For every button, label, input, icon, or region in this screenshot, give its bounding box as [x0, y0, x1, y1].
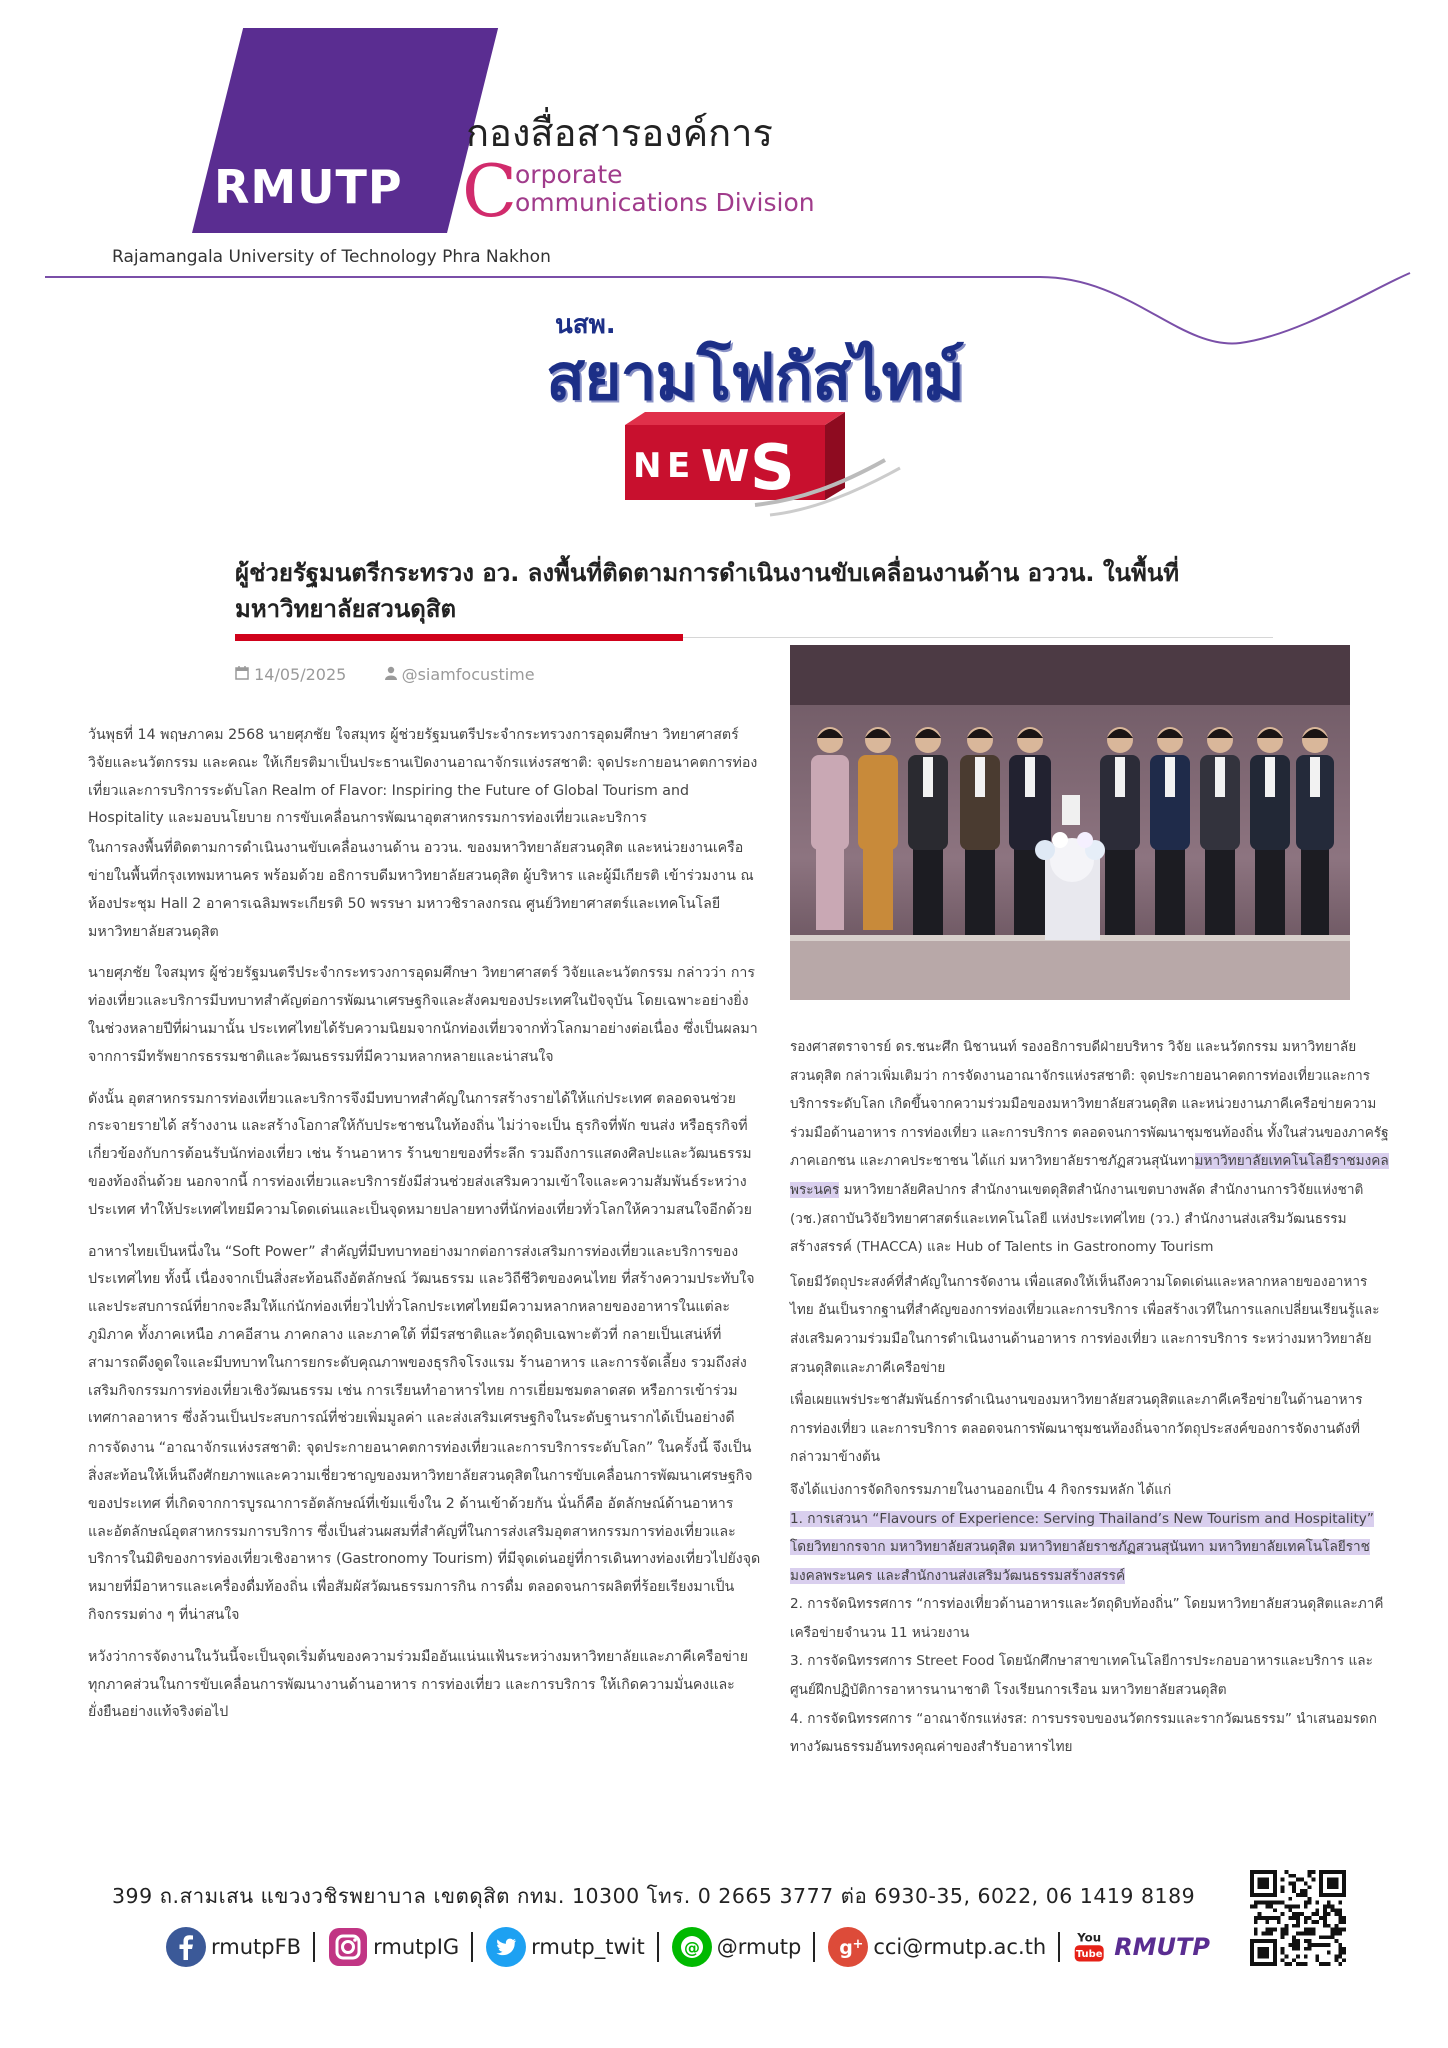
body-paragraph [790, 1033, 1390, 1262]
body-paragraph: หวังว่าการจัดงานในวันนี้จะเป็นจุดเริ่มต้นของความร่วมมืออันแน่นแฟ้นระหว่างมหาวิทยาลัยและภาคีเครือข่ายทุกภาคส่วนในการขับเคลื่อนการพัฒนางานด้านอาหาร การท่องเที่ยว และการบริการ ให้เกิดความมั่นคงและยั่งยืนอย่างแท้จริงต่อไป [88, 1648, 749, 1721]
social-label: rmutp_twit [531, 1935, 645, 1959]
person [1009, 727, 1051, 935]
svg-text:@: @ [683, 1938, 700, 1957]
social-google-plus[interactable] [827, 1926, 1046, 1968]
footer-address: 399 ถ.สามเสน แขวงวชิรพยาบาล เขตดุสิต กทม. 10300 โทร. 0 2665 3777 ต่อ 6930-35, 6022, 06 1419 8189 [112, 1884, 1196, 1908]
activity-item: 3. การจัดนิทรรศการ Street Food โดยนักศึกษาสาขาเทคโนโลยีการประกอบอาหารและบริการ และศูนย์ฝึกปฏิบัติการอาหารนานาชาติ โรงเรียนการเรือน มหาวิทยาลัยสวนดุสิต [790, 1653, 1373, 1699]
article-date: 14/05/2025 [254, 665, 347, 684]
article-meta [235, 664, 535, 684]
activities-intro: จึงได้แบ่งการจัดกิจกรรมภายในงานออกเป็น 4 กิจกรรมหลัก ได้แก่ [790, 1481, 1172, 1498]
social-facebook[interactable] [165, 1926, 301, 1968]
news-letters [625, 425, 825, 500]
rmutp-logo-text: RMUTP [214, 160, 403, 214]
headline-rule [683, 637, 1273, 638]
news-letter: W [701, 441, 750, 492]
paragraph-text: รองศาสตราจารย์ ดร.ชนะศึก นิชานนท์ รองอธิการบดีฝ่ายบริหาร วิจัย และนวัตกรรม มหาวิทยาลัยสวนดุสิต กล่าวเพิ่มเติมว่า การจัดงานอาณาจักรแห่งรสชาติ: จุดประกายอนาคตการท่องเที่ยวและการบริการระดับโลก เกิดขึ้นจากความร่วมมือของมหาวิทยาลัยสวนดุสิต และหน่วยงานภาคีเครือข่ายความร่วมมือด้านอาหาร การท่องเที่ยว และการบริการ ตลอดจนการพัฒนาชุมชนท้องถิ่น ทั้งในส่วนของภาครัฐ ภาคเอกชน และภาคประชาชน ได้แก่ มหาวิทยาลัยราชภัฏสวนสุนันทา [790, 1039, 1389, 1170]
separator [471, 1932, 473, 1962]
svg-text:Tube: Tube [1076, 1948, 1103, 1960]
university-name: Rajamangala University of Technology Phra Nakhon [112, 247, 551, 267]
svg-text:g: g [839, 1937, 854, 1959]
separator [657, 1932, 659, 1962]
cc-line-corporate: orporate [515, 160, 623, 189]
paragraph-text: มหาวิทยาลัยศิลปากร สำนักงานเขตดุสิตสำนักงานเขตบางพลัด สำนักงานการวิจัยแห่งชาติ (วช.)สถาบันวิจัยวิทยาศาสตร์และเทคโนโลยี แห่งประเทศไทย (วว.) สำนักงานส่งเสริมวัฒนธรรมสร้างสรรค์ (THACCA) และ Hub of Talents in Gastronomy Tourism [790, 1181, 1364, 1256]
instagram-icon [327, 1926, 369, 1968]
calendar-icon [235, 665, 249, 684]
body-paragraph: วันพุธที่ 14 พฤษภาคม 2568 นายศุภชัย ใจสมุทร ผู้ช่วยรัฐมนตรีประจำกระทรวงการอุดมศึกษา วิทยาศาสตร์ วิจัยและนวัตกรรม และคณะ ให้เกียรติมาเป็นประธานเปิดงานอาณาจักรแห่งรสชาติ: จุดประกายอนาคตการท่องเที่ยวและการบริการระดับโลก Realm of Flavor: Inspiring the Future of Global Tourism and Hospitality และมอบนโยบาย การขับเคลื่อนการพัฒนาอุตสาหกรรมการท่องเที่ยวและบริการ [88, 727, 758, 827]
person [1100, 727, 1140, 935]
separator [1058, 1932, 1060, 1962]
social-line[interactable] [671, 1926, 802, 1968]
person [960, 727, 1000, 935]
article-body-left [88, 722, 763, 1741]
article-body-right [790, 1033, 1390, 1762]
youtube-icon [1072, 1926, 1110, 1968]
social-twitter[interactable] [485, 1926, 645, 1968]
person [1150, 727, 1190, 935]
social-label: rmutpFB [211, 1935, 302, 1959]
svg-text:+: + [852, 1937, 864, 1952]
person [1200, 727, 1240, 935]
body-paragraph: ในการลงพื้นที่ติดตามการดำเนินงานขับเคลื่อนงานด้าน อววน. ของมหาวิทยาลัยสวนดุสิต และหน่วยงานเครือข่ายในพื้นที่กรุงเทพมหานคร พร้อมด้วย อธิการบดีมหาวิทยาลัยสวนดุสิต ผู้บริหาร และผู้มีเกียรติ เข้าร่วมงาน ณ ห้องประชุม Hall 2 อาคารเฉลิมพระเกียรติ 50 พรรษา มหาวชิราลงกรณ ศูนย์วิทยาศาสตร์และเทคโนโลยี มหาวิทยาลัยสวนดุสิต [88, 840, 754, 940]
line-at-icon [671, 1926, 713, 1968]
cc-initial: C [462, 149, 518, 233]
activity-item: 4. การจัดนิทรรศการ “อาณาจักรแห่งรส: การบรรจบของนวัตกรรมและรากวัฒนธรรม” นำเสนอมรดกทางวัฒนธรรมอันทรงคุณค่าของสำรับอาหารไทย [790, 1710, 1377, 1756]
body-paragraph: การจัดงาน “อาณาจักรแห่งรสชาติ: จุดประกายอนาคตการท่องเที่ยวและการบริการระดับโลก” ในครั้งนี้ จึงเป็นสิ่งสะท้อนให้เห็นถึงศักยภาพและความเชี่ยวชาญของมหาวิทยาลัยสวนดุสิตในการขับเคลื่อนการพัฒนาเศรษฐกิจของประเทศ ที่เกิดจากการบูรณาการอัตลักษณ์ที่เข้มแข็งใน 2 ด้านเข้าด้วยกัน นั่นก็คือ อัตลักษณ์ด้านอาหาร และอัตลักษณ์อุตสาหกรรมการบริการ ซึ่งเป็นส่วนผสมที่สำคัญที่ในการส่งเสริมอุตสาหกรรมการท่องเที่ยวและบริการในมิติของการท่องเที่ยวเชิงอาหาร (Gastronomy Tourism) ที่มีจุดเด่นอยู่ที่การเดินทางท่องเที่ยวไปยังจุดหมายที่มีอาหารและเครื่องดื่มท้องถิ่น เพื่อสัมผัสวัฒนธรรมการกิน การดื่ม ตลอดจนการผลิตที่ร้อยเรียงมาเป็นกิจกรรมต่าง ๆ ที่น่าสนใจ [88, 1440, 761, 1623]
body-paragraph: เพื่อเผยแพร่ประชาสัมพันธ์การดำเนินงานของมหาวิทยาลัยสวนดุสิตและภาคีเครือข่ายในด้านอาหาร การท่องเที่ยว และการบริการ ตลอดจนการพัฒนาชุมชนท้องถิ่นจากวัตถุประสงค์ของการจัดงานดังที่กล่าวมาข้างต้น [790, 1392, 1363, 1466]
headline-underline [235, 634, 683, 641]
separator [313, 1932, 315, 1962]
activity-item-highlighted: 1. การเสวนา “Flavours of Experience: Serving Thailand’s New Tourism and Hospitality” โดยวิทยากรจาก มหาวิทยาลัยสวนดุสิต มหาวิทยาลัยราชภัฏสวนสุนันทา มหาวิทยาลัยเทคโนโลยีราชมงคลพระนคร และสำนักงานส่งเสริมวัฒนธรรมสร้างสรรค์ [790, 1510, 1374, 1584]
person [1250, 727, 1290, 935]
youtube-brand: RMUTP [1114, 1933, 1210, 1961]
highlighted-university: มหาวิทยาลัยเทคโนโลยีราชมงคลพระนคร [790, 1153, 1389, 1198]
person [1296, 727, 1334, 935]
social-links [165, 1922, 1220, 1972]
body-paragraph: นายศุภชัย ใจสมุทร ผู้ช่วยรัฐมนตรีประจำกระทรวงการอุดมศึกษา วิทยาศาสตร์ วิจัยและนวัตกรรม กล่าวว่า การท่องเที่ยวและบริการมีบทบาทสำคัญต่อการพัฒนาเศรษฐกิจและสังคมของประเทศในปัจจุบัน โดยเฉพาะอย่างยิ่งในช่วงหลายปีที่ผ่านมานั้น ประเทศไทยได้รับความนิยมจากนักท่องเที่ยวจากทั่วโลกมาอย่างต่อเนื่อง ซึ่งเป็นผลมาจากการมีทรัพยากรธรรมชาติและวัฒนธรรมที่มีความหลากหลายและน่าสนใจ [88, 965, 758, 1065]
cc-line-communications: ommunications Division [515, 188, 815, 217]
body-paragraph: ดังนั้น อุตสาหกรรมการท่องเที่ยวและบริการจึงมีบทบาทสำคัญในการสร้างรายได้ให้แก่ประเทศ ตลอดจนช่วยกระจายรายได้ สร้างงาน และสร้างโอกาสให้กับประชาชนในท้องถิ่น ไม่ว่าจะเป็น ธุรกิจที่พัก ขนส่ง หรือธุรกิจที่เกี่ยวข้องกับการต้อนรับนักท่องเที่ยว เช่น ร้านอาหาร ร้านขายของที่ระลึก รวมถึงการแสดงศิลปะและวัฒนธรรมของท้องถิ่นด้วย นอกจากนี้ การท่องเที่ยวและบริการยังมีส่วนช่วยส่งเสริมความเข้าใจและความสัมพันธ์ระหว่างประเทศ ทำให้ประเทศไทยมีความโดดเด่นและเป็นจุดหมายปลายทางที่นักท่องเที่ยวทั่วโลกให้ความสนใจอีกด้วย [88, 1090, 752, 1218]
person [811, 727, 849, 930]
social-youtube[interactable] [1072, 1926, 1210, 1968]
news-letter: S [750, 431, 795, 500]
facebook-icon [165, 1926, 207, 1968]
social-label: rmutpIG [373, 1935, 460, 1959]
social-label: @rmutp [716, 1935, 802, 1959]
article-author[interactable]: @siamfocustime [401, 665, 535, 684]
person [858, 727, 898, 930]
twitter-icon [485, 1926, 527, 1968]
separator [813, 1932, 815, 1962]
event-group-photo [790, 645, 1350, 1000]
newspaper-name: สยามโฟกัสไทม์ [546, 341, 964, 415]
google-plus-icon [827, 1926, 869, 1968]
news-letter: E [667, 446, 691, 486]
person [908, 727, 948, 935]
article-headline: ผู้ช่วยรัฐมนตรีกระทรวง อว. ลงพื้นที่ติดตามการดำเนินงานขับเคลื่อนงานด้าน อววน. ในพื้นที่มหาวิทยาลัยสวนดุสิต [235, 559, 1180, 623]
svg-text:You: You [1077, 1930, 1102, 1945]
user-icon [385, 665, 397, 684]
body-paragraph: อาหารไทยเป็นหนึ่งใน “Soft Power” สำคัญที่มีบทบาทอย่างมากต่อการส่งเสริมการท่องเที่ยวและบริการของประเทศไทย ทั้งนี้ เนื่องจากเป็นสิ่งสะท้อนถึงอัตลักษณ์ วัฒนธรรม และวิถีชีวิตของคนไทย ที่สร้างความประทับใจและประสบการณ์ที่ยากจะลืมให้แก่นักท่องเที่ยวไปทั่วโลกประเทศไทยมีความหลากหลายของอาหารในแต่ละภูมิภาค ทั้งภาคเหนือ ภาคอีสาน ภาคกลาง และภาคใต้ ที่มีรสชาติและวัตถุดิบเฉพาะตัวที่ กลายเป็นเสน่ห์ที่สามารถดึงดูดใจและมีบทบาทในการยกระดับคุณภาพของธุรกิจโรงแรม ร้านอาหาร และการจัดเลี้ยง รวมถึงส่งเสริมกิจกรรมการท่องเที่ยวเชิงวัฒนธรรม เช่น การเรียนทำอาหารไทย การเยี่ยมชมตลาดสด หรือการเข้าร่วมเทศกาลอาหาร ซึ่งล้วนเป็นประสบการณ์ที่ช่วยเพิ่มมูลค่า และส่งเสริมเศรษฐกิจในระดับฐานรากได้เป็นอย่างดี [88, 1243, 755, 1427]
social-instagram[interactable] [327, 1926, 459, 1968]
social-label: cci@rmutp.ac.th [873, 1935, 1047, 1959]
activity-item: 2. การจัดนิทรรศการ “การท่องเที่ยวด้านอาหารและวัตถุดิบท้องถิ่น” โดยมหาวิทยาลัยสวนดุสิตและภาคีเครือข่ายจำนวน 11 หน่วยงาน [790, 1596, 1384, 1641]
body-paragraph: โดยมีวัตถุประสงค์ที่สำคัญในการจัดงาน เพื่อแสดงให้เห็นถึงความโดดเด่นและหลากหลายของอาหารไทย อันเป็นรากฐานที่สำคัญของการท่องเที่ยวและการบริการ เพื่อสร้างเวทีในการแลกเปลี่ยนเรียนรู้และส่งเสริมความร่วมมือในการดำเนินงานด้านอาหาร การท่องเที่ยว และการบริการ ระหว่างมหาวิทยาลัยสวนดุสิตและภาคีเครือข่าย [790, 1273, 1380, 1376]
newspaper-abbrev: นสพ. [555, 310, 616, 340]
division-thai-title: กองสื่อสารองค์การ [466, 111, 773, 155]
news-letter: N [633, 446, 662, 486]
qr-code[interactable] [1250, 1870, 1346, 1966]
